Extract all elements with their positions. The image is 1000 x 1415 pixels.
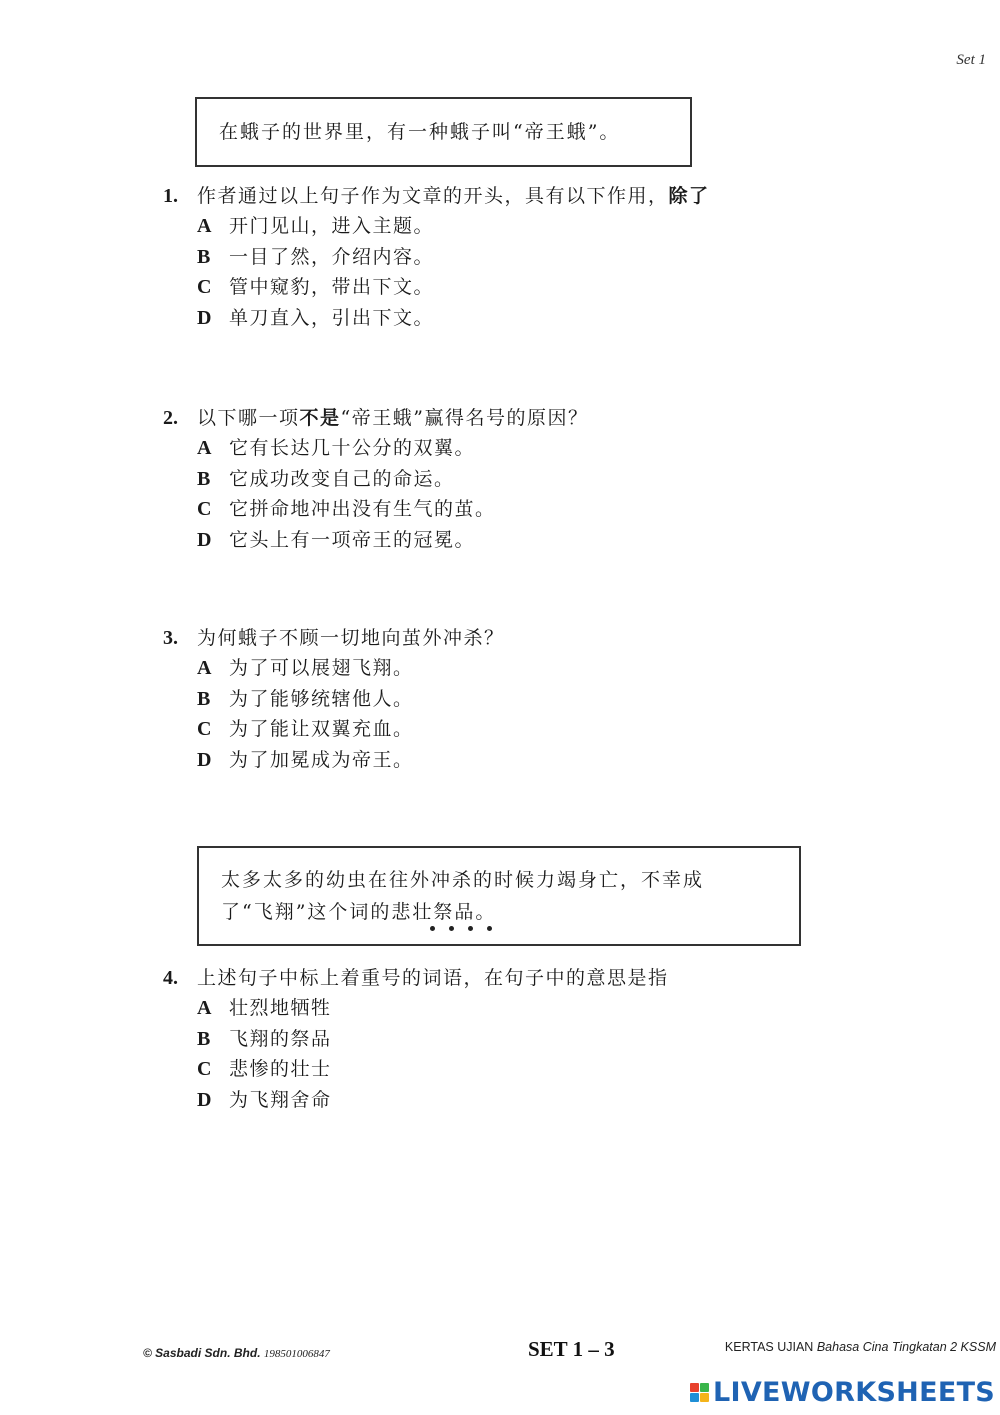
option-text: 悲惨的壮士 [229, 1058, 332, 1080]
question-2 [163, 403, 588, 555]
question-1 [163, 181, 710, 333]
question-stem [163, 181, 710, 211]
question-number: 1. [163, 185, 178, 207]
option-letter: C [197, 718, 212, 740]
option-text: 一目了然，介绍内容。 [229, 245, 435, 268]
logo-square-2 [700, 1383, 709, 1392]
logo-square-4 [700, 1393, 709, 1402]
option-letter: C [197, 276, 212, 298]
option-c[interactable] [197, 272, 710, 303]
liveworksheets-icon [690, 1383, 709, 1402]
liveworksheets-logo[interactable] [690, 1376, 995, 1408]
footer-copyright [143, 1346, 330, 1360]
copyright-text: © Sasbadi Sdn. Bhd. [143, 1346, 261, 1360]
question-4 [163, 963, 669, 1115]
option-text: 为了能让双翼充血。 [229, 718, 414, 740]
option-c[interactable] [197, 1054, 669, 1085]
option-letter: B [197, 1027, 211, 1050]
option-text: 它头上有一项帝王的冠冕。 [229, 528, 476, 551]
option-d[interactable] [197, 1085, 669, 1116]
liveworksheets-text: LIVEWORKSHEETS [713, 1376, 996, 1408]
passage-box-1 [195, 97, 692, 167]
emphasis-dots [430, 926, 492, 931]
option-letter: D [197, 306, 212, 329]
question-stem [163, 623, 505, 653]
logo-square-3 [690, 1393, 699, 1402]
option-text: 壮烈地牺牲 [229, 997, 332, 1019]
option-b[interactable] [197, 242, 710, 273]
option-d[interactable] [197, 303, 710, 334]
option-letter: D [197, 748, 212, 771]
stem-text: 为何蛾子不顾一切地向茧外冲杀？ [197, 627, 505, 649]
question-stem [163, 403, 588, 433]
passage-1-text: 在蛾子的世界里，有一种蛾子叫“帝王蛾”。 [219, 121, 621, 143]
option-text: 飞翔的祭品 [229, 1027, 332, 1050]
question-3 [163, 623, 505, 775]
option-text: 为了可以展翅飞翔。 [229, 657, 414, 679]
option-c[interactable] [197, 494, 588, 525]
option-b[interactable] [197, 464, 588, 495]
option-text: 它拼命地冲出没有生气的茧。 [229, 498, 496, 520]
option-text: 为了加冕成为帝王。 [229, 748, 414, 771]
question-number: 2. [163, 407, 178, 429]
option-letter: C [197, 1058, 212, 1080]
options-list [197, 211, 710, 333]
option-letter: A [197, 437, 212, 459]
option-d[interactable] [197, 525, 588, 556]
option-letter: B [197, 687, 211, 710]
question-number: 3. [163, 627, 178, 649]
option-a[interactable] [197, 211, 710, 242]
option-b[interactable] [197, 1024, 669, 1055]
option-letter: B [197, 467, 211, 490]
logo-square-1 [690, 1383, 699, 1392]
option-letter: D [197, 1088, 212, 1111]
option-text: 它有长达几十公分的双翼。 [229, 437, 476, 459]
paper-subject: Bahasa Cina Tingkatan 2 KSSM [816, 1340, 996, 1354]
option-letter: B [197, 245, 211, 268]
option-d[interactable] [197, 745, 505, 776]
paper-title [725, 1340, 996, 1354]
option-a[interactable] [197, 653, 505, 684]
option-letter: A [197, 657, 212, 679]
option-text: 单刀直入，引出下文。 [229, 306, 435, 329]
option-text: 管中窥豹，带出下文。 [229, 276, 435, 298]
options-list [197, 653, 505, 775]
option-letter: C [197, 498, 212, 520]
passage-2-line-2: 了“飞翔”这个词的悲壮祭品。 [221, 901, 497, 923]
option-c[interactable] [197, 714, 505, 745]
question-number: 4. [163, 967, 178, 989]
option-b[interactable] [197, 684, 505, 715]
option-letter: D [197, 528, 212, 551]
passage-2-line-1: 太多太多的幼虫在往外冲杀的时候力竭身亡，不幸成 [221, 869, 705, 891]
registration-number: 198501006847 [263, 1348, 330, 1360]
page-label: SET 1 – 3 [528, 1337, 615, 1361]
option-a[interactable] [197, 993, 669, 1024]
set-label: Set 1 [956, 52, 986, 68]
stem-text: 以下哪一项 [197, 407, 300, 429]
option-letter: A [197, 997, 212, 1019]
passage-box-2 [197, 846, 801, 946]
stem-text-end: “帝王蛾”赢得名号的原因？ [340, 407, 589, 429]
passage-2-line-2-wrap [221, 896, 496, 928]
stem-emphasis: 不是 [299, 407, 341, 429]
stem-text: 上述句子中标上着重号的词语，在句子中的意思是指 [197, 967, 669, 989]
question-stem [163, 963, 669, 993]
option-text: 开门见山，进入主题。 [229, 215, 435, 237]
stem-emphasis: 除了 [668, 185, 710, 207]
option-a[interactable] [197, 433, 588, 464]
option-text: 它成功改变自己的命运。 [229, 467, 455, 490]
option-text: 为了能够统辖他人。 [229, 687, 414, 710]
options-list [197, 433, 588, 555]
stem-text: 作者通过以上句子作为文章的开头，具有以下作用， [197, 185, 669, 207]
paper-prefix: KERTAS UJIAN [724, 1340, 814, 1354]
option-letter: A [197, 215, 212, 237]
option-text: 为飞翔舍命 [229, 1088, 332, 1111]
options-list [197, 993, 669, 1115]
